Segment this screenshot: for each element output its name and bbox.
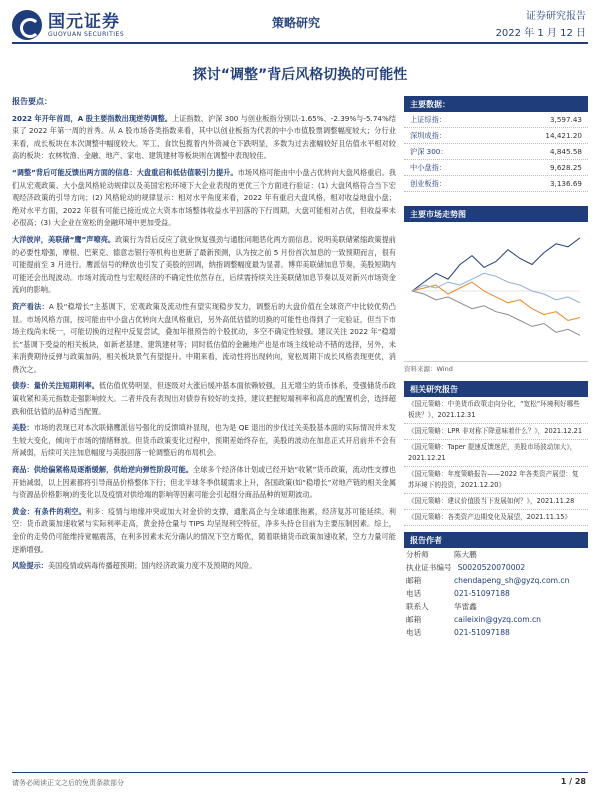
- cert-number: S0020520070002: [457, 563, 526, 572]
- analyst-name: 陈大鹏: [454, 550, 477, 559]
- chart-series-line: [412, 238, 580, 291]
- paragraph: 黄金：有条件的利空。利多：疫情与地缘冲突或加大对金价的支撑，通胀高企与全球通胀拖累，经济复苏可能延续。利空：货币政策加速收紧与实际利率走高，黄金持仓量与 TIPS 均呈现利空特征，净多头持仓目前为主要压制因素。综上，金价的走势仍可能维持宽幅震荡，在利多因素未充分确认的情况下空方略优，随着联储货币政策加速收紧，空方力量可能逐渐增强。: [12, 506, 396, 554]
- key-data-row: 深圳成指： 14,421.20: [404, 128, 588, 144]
- paragraph: 2022 年开年首周，A 股主要指数出现逆势调整。上证指数、沪深 300 与创业板指分别以-1.65%、-2.39%与-5.74%结束了 2022 年第一周的首秀。从 A 股市场各类指数来看，其中以创业板指为代表的中小市值股票调整幅度较大；分行业来看，成长板块在本次调整中幅度较大。军工、食饮包揽着内外资减仓下跌明显，多数为过去涨幅较好且估值水平相对较高的板块：农林牧渔、金融、地产、家电、建筑建材等板块则在调整中表现较佳。: [12, 113, 396, 161]
- key-data-heading: 主要数据：: [404, 96, 588, 112]
- report-title: 探讨“调整”背后风格切换的可能性: [192, 67, 408, 83]
- header-divider: [12, 42, 588, 44]
- related-list: [404, 397, 588, 526]
- sidebar: [404, 96, 588, 639]
- analyst-email[interactable]: chendapeng_sh@gyzq.com.cn: [454, 576, 570, 585]
- page-number: 1 / 28: [560, 777, 586, 786]
- paragraph: 商品：供给偏紧格局逐渐缓解，供给逆向弹性阶段可能。全球多个经济体计划或已经开始“收紧”货币政策，流动性支撑也开始减弱，以上因素都将引导商品价格整体下行；但北半球冬季供暖需求上升，各国政策(如“稳增长”对地产链的相关金属与资源品价格影响)的变化以及疫情对供给端的影响等因素可能会引起细分商品品种的短期波动。: [12, 465, 397, 500]
- chart-source: 资料来源：Wind: [404, 365, 453, 373]
- contact-name: 华雷鑫: [454, 602, 477, 611]
- paragraph: “调整”背后可能反馈出两方面的信息：大盘重启和低估值吸引力提升。市场风格可能由中小盘占优转向大盘风格重启。我们从宏观政策、大小盘风格轮动规律以及美国宏松环境下大企业表现的更优三个方面进行验证：(1) 大盘风格符合当下宏观经济政策的引导方向；(2) 风格轮动的规律显示：相对水平角度来看，2022 年有重启大盘风格，相对收益地盘小盘；绝对水平方面，2022 年很有可能已接近成立大资本市场整体收益水平回落的下行周期，大盘可能相对占优，但收益率未必很高；(3) 大企业在宽松的金融环境中更加受益。: [12, 167, 396, 228]
- market-chart: [404, 222, 588, 362]
- related-item[interactable]: 《国元策略：LPR 非对称下降意味着什么？》，2021.12.21: [404, 424, 588, 440]
- paragraph: 大洋彼岸，美联储“鹰”声嘹亮。政策行为背后反应了就业恢复强劲与通胀问题恶化两方面信息。说明美联储紧缩政策提前的必要性增强，摩根、巴莱克、德意志银行等机构也更新了最新预测，认为按之前 5 月份首次加息的一致预期而言，很有可能提前至 3 月进行。鹰派信号的释放也引发了美股的回调，纳指调整幅度最为显著。博弈美联储加息节奏，美股短期内可能还会出现波动。市场对流动性与宏观经济的不确定性依然存在，后续需持续关注美联储加息节奏以及对新兴市场资金流向的影响。: [12, 234, 396, 295]
- key-data-row: 上证综指： 3,597.43: [404, 112, 588, 128]
- logo-text-en: GUOYUAN SECURITIES: [48, 30, 125, 38]
- related-item[interactable]: 《国元策略：Taper 提速反馈迷茫，美股市场波动加大》，2021.12.21: [404, 440, 588, 467]
- related-item[interactable]: 《国元策略：年度策略报告——2022 年各类资产展望：复苏环境下的投资，2021.12.20》: [404, 467, 588, 494]
- market-chart-svg: [404, 222, 588, 362]
- analyst-block: 分析师 陈大鹏 执业证书编号 S0020520070002 邮箱 chendapeng_sh@gyzq.com.cn 电话 021-51097188 联系人 华雷鑫 邮箱 caileixin@gyzq.com.cn 电话 021-51097188: [406, 550, 570, 637]
- key-data-row: 沪深 300： 4,845.58: [404, 144, 588, 160]
- summary-heading: 报告要点：: [12, 97, 52, 106]
- report-meta: [496, 8, 586, 42]
- paragraph: 美股：市场的表现已对本次联储鹰派信号强化的反馈填补显现，也为是 QE 退出的步伐过关美股基本面的实际情况并未发生较大变化，倾向于市场的情绪释放。但货币政策变化过程中，预期差始终存在，美股的波动在加息正式开启前并不会有所减弱，后续可关注加息幅度与美股回落一轮调整后的布局机会。: [12, 423, 396, 458]
- key-data-row: 创业板指： 3,136.69: [404, 176, 588, 192]
- report-type: 策略研究: [272, 16, 321, 30]
- chart-series-line: [412, 273, 580, 303]
- key-data-row: 中小盘指： 9,628.25: [404, 160, 588, 176]
- footer-disclaimer: 请务必阅读正文之后的免责条款部分: [12, 779, 124, 787]
- paragraph: 风险提示：美国疫情或病毒传播超预期；国内经济政策力度不及预期的风险。: [12, 561, 257, 571]
- report-label: 证券研究报告: [526, 11, 586, 22]
- paragraph: 资产看法：A 股“稳增长”主基调下，宏观政策及流动性有望实现稳步发力，调整后的大盘价值在全球资产中比较优势凸显。市场风格方面，按可能由中小盘占优转向大盘风格重启，另外高低估值的切换的可能性也得到了一定验证，但当下市场主线尚未统一，可能切换的过程中反复尝试，叠加年报预告的个股扰动，多空不确定性较强。建议关注 2022 年“稳增长”基调下受益的相关板块，如新老基建、建筑建材等；同时低估值的金融地产也是市场主线轮动不错的选择，另外，未来消费期待反弹与政策加码，相关板块景气有望提升。中期来看，流动性将出现转向，宽松周期下成长风格表现更优，消费次之。: [12, 301, 396, 374]
- report-date: 2022 年 1 月 12 日: [495, 28, 586, 39]
- report-body: [12, 96, 396, 577]
- chart-series-line: [412, 291, 580, 335]
- paragraph: 债券：量价关注短期利率。低估值优势明显，但逐级对大涨后缓冲基本面依赖较强，且无增尘的货币体系，受强储货币政策收紧和美元指数走强影响较大。二者并没有表现出对债券有较好的支持，建议把握短端利率和高息的配置机会，选择超跌和低估值的品种适当配置。: [12, 381, 396, 416]
- company-logo: [12, 8, 162, 42]
- footer-divider: [12, 772, 588, 773]
- related-item[interactable]: 《国元策略：中美货币政策走向分化，“宽松”环境利好哪些板块？》，2021.12.31: [404, 397, 588, 424]
- analyst-heading: 报告作者: [404, 532, 588, 548]
- logo-icon: [12, 10, 42, 40]
- contact-email[interactable]: caileixin@gyzq.com.cn: [454, 615, 541, 624]
- chart-heading: 主要市场走势图: [404, 206, 588, 222]
- analyst-phone: 021-51097188: [454, 589, 510, 598]
- related-heading: 相关研究报告: [404, 381, 588, 397]
- logo-text-cn: 国元证券: [48, 11, 120, 32]
- related-item[interactable]: 《国元策略：各类资产边期变化及展望，2021.11.15》: [404, 510, 588, 526]
- key-data-table: [404, 112, 588, 192]
- related-item[interactable]: 《国元策略：建议价值股当下发展如何？》，2021.11.28: [404, 494, 588, 510]
- contact-phone: 021-51097188: [454, 628, 510, 637]
